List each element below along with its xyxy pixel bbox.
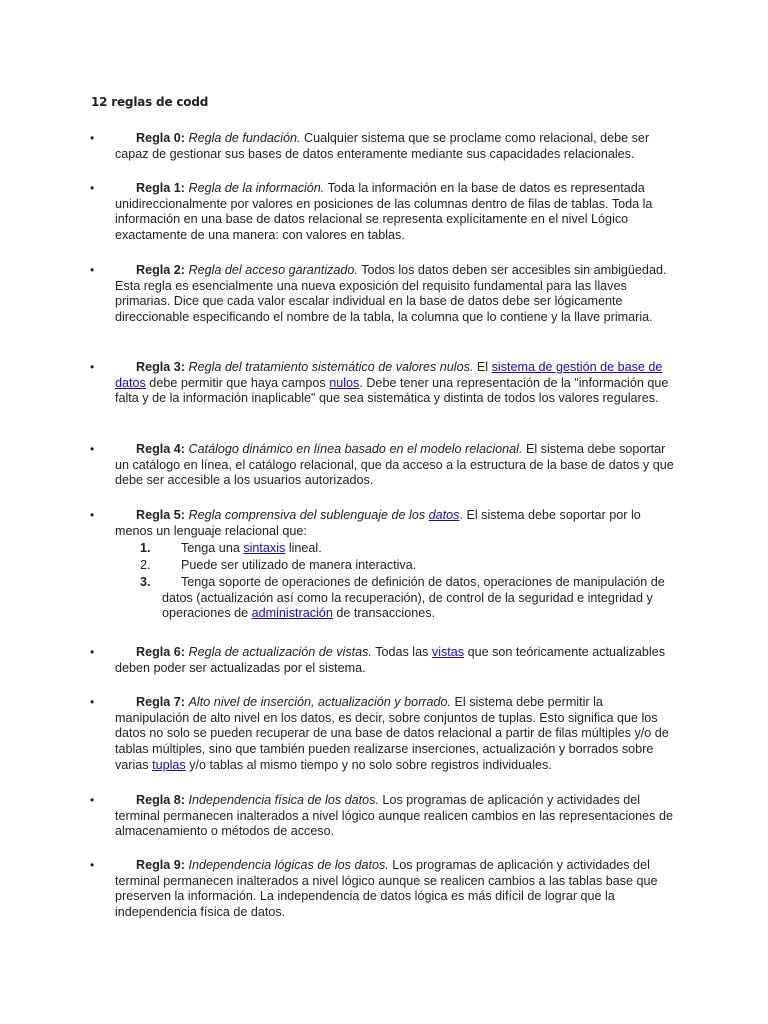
list-item-regla-9 [90,858,680,921]
step-text: Tenga soporte de operaciones de definición de datos, operaciones de manipulación de datos (actualización así como la recuperación), de control de la seguridad e integridad y operaciones de [162,574,665,621]
list-item-step-2 [115,558,680,574]
rule-text: . El sistema debe soportar por lo menos un lenguaje relacional que: [115,508,641,538]
bullet-icon: • [90,181,95,195]
rule-name: Regla 8: [136,793,185,807]
numbered-list [115,541,680,622]
rule-subtitle: Regla comprensiva del sublenguaje de los [188,508,429,522]
step-text: Tenga una [181,541,244,556]
rule-subtitle: Regla del tratamiento sistemático de valores nulos. [188,360,474,374]
rule-text: El [473,360,492,374]
step-text: lineal. [285,541,322,556]
bullet-icon: • [90,131,95,145]
step-text: Puede ser utilizado de manera interactiva. [181,558,417,573]
list-item-regla-6 [90,645,680,676]
bullet-icon: • [90,858,95,872]
rule-subtitle: Independencia lógicas de los datos. [188,858,389,872]
bullet-icon: • [90,263,95,277]
rule-text: El sistema debe soportar un catálogo en línea, el catálogo relacional, que da acceso a la estructura de la base de datos y que debe ser accesible a los usuarios autorizados. [115,442,674,488]
rule-subtitle: Regla del acceso garantizado. [188,263,358,277]
rule-subtitle: Regla de la información. [188,181,325,195]
rule-subtitle: Alto nivel de inserción, actualización y borrado. [188,695,452,709]
rule-subtitle: Regla de actualización de vistas. [188,645,372,659]
rule-text: debe permitir que haya campos [145,375,330,390]
rule-name: Regla 4: [136,442,185,456]
list-item-regla-8 [90,793,680,840]
step-number: 1. [140,541,151,556]
rule-subtitle: Independencia física de los datos. [188,793,379,807]
list-item-regla-5 [90,508,680,623]
list-item-regla-2 [90,263,680,326]
list-item-regla-1 [90,181,680,244]
list-item-step-3 [115,575,680,622]
link-datos[interactable]: datos [428,508,460,522]
rule-subtitle: Regla de fundación. [188,131,301,145]
document-title: 12 reglas de codd [91,95,209,109]
rule-name: Regla 0: [136,131,185,145]
rule-text: y/o tablas al mismo tiempo y no solo sobre registros individuales. [185,757,552,772]
rule-text: Los programas de aplicación y actividades del terminal permanecen inalterados a nivel lógico aunque realicen cambios en las representaciones de almacenamiento o métodos de acceso. [115,793,673,839]
link-nulos[interactable]: nulos [329,375,360,390]
list-item-regla-3 [90,360,680,407]
rule-text: Cualquier sistema que se proclame como relacional, debe ser capaz de gestionar sus bases de datos enteramente mediante sus capacidades relacionales. [115,131,650,161]
list-item-step-1 [115,541,680,557]
link-sintaxis[interactable]: sintaxis [243,541,286,556]
bullet-icon: • [90,645,95,659]
bullet-icon: • [90,695,95,709]
rule-text: Todas las [371,645,432,659]
rule-text: Los programas de aplicación y actividades del terminal permanecen inalterados a nivel lógico aunque se realicen cambios a las tablas base que preserven la información. La independencia de datos lógica es más difícil de lograr que la independencia física de datos. [115,858,658,920]
step-number: 3. [140,574,151,589]
rule-text: que son teóricamente actualizables deben poder ser actualizadas por el sistema. [115,645,666,675]
bullet-icon: • [90,360,95,374]
rule-text: El sistema debe permitir la manipulación de alto nivel en los datos, es decir, sobre conjuntos de tuplas. Esto significa que los datos no solo se pueden recuperar de una base de datos relacional a partir de filas múltiples y/o de tablas múltiples, sino que también pueden realizarse inserciones, actualización y borrados sobre varias [115,695,669,772]
list-item-regla-0 [90,131,680,162]
link-sistema-de-gestion[interactable]: sistema de gestión de base de datos [115,360,663,390]
rule-name: Regla 2: [136,263,185,277]
rule-subtitle: Catálogo dinámico en línea basado en el modelo relacional. [188,442,523,456]
bullet-icon: • [90,793,95,807]
rule-name: Regla 5: [136,508,185,522]
step-text: de transacciones. [332,606,436,621]
rule-name: Regla 1: [136,181,185,195]
rule-text: Todos los datos deben ser accesibles sin ambigüedad. Esta regla es esencialmente una nueva exposición del requisito fundamental para las llaves primarias. Dice que cada valor escalar individual en la base de datos debe ser lógicamente direccionable especificando el nombre de la tabla, la columna que lo contiene y la llave primaria. [115,263,667,325]
rule-name: Regla 6: [136,645,185,659]
bullet-icon: • [90,442,95,456]
list-item-regla-4 [90,442,680,489]
link-vistas[interactable]: vistas [431,645,465,659]
rule-text: . Debe tener una representación de la "información que falta y de la información inaplicable" que sea sistemática y distinta de todos los valores regulares. [115,375,669,406]
step-number: 2. [140,558,151,573]
rule-name: Regla 7: [136,695,185,709]
link-administracion[interactable]: administración [251,606,333,621]
bullet-icon: • [90,508,95,522]
rule-name: Regla 9: [136,858,185,872]
list-item-regla-7 [90,695,680,774]
rule-name: Regla 3: [136,360,185,374]
rule-text: Toda la información en la base de datos es representada unidireccionalmente por valores en posiciones de las columnas dentro de filas de tablas. Toda la información en una base de datos relacional se representa explícitamente en el nivel Lógico exactamente de una manera: con valores en tablas. [115,181,653,243]
link-tuplas[interactable]: tuplas [152,757,186,772]
